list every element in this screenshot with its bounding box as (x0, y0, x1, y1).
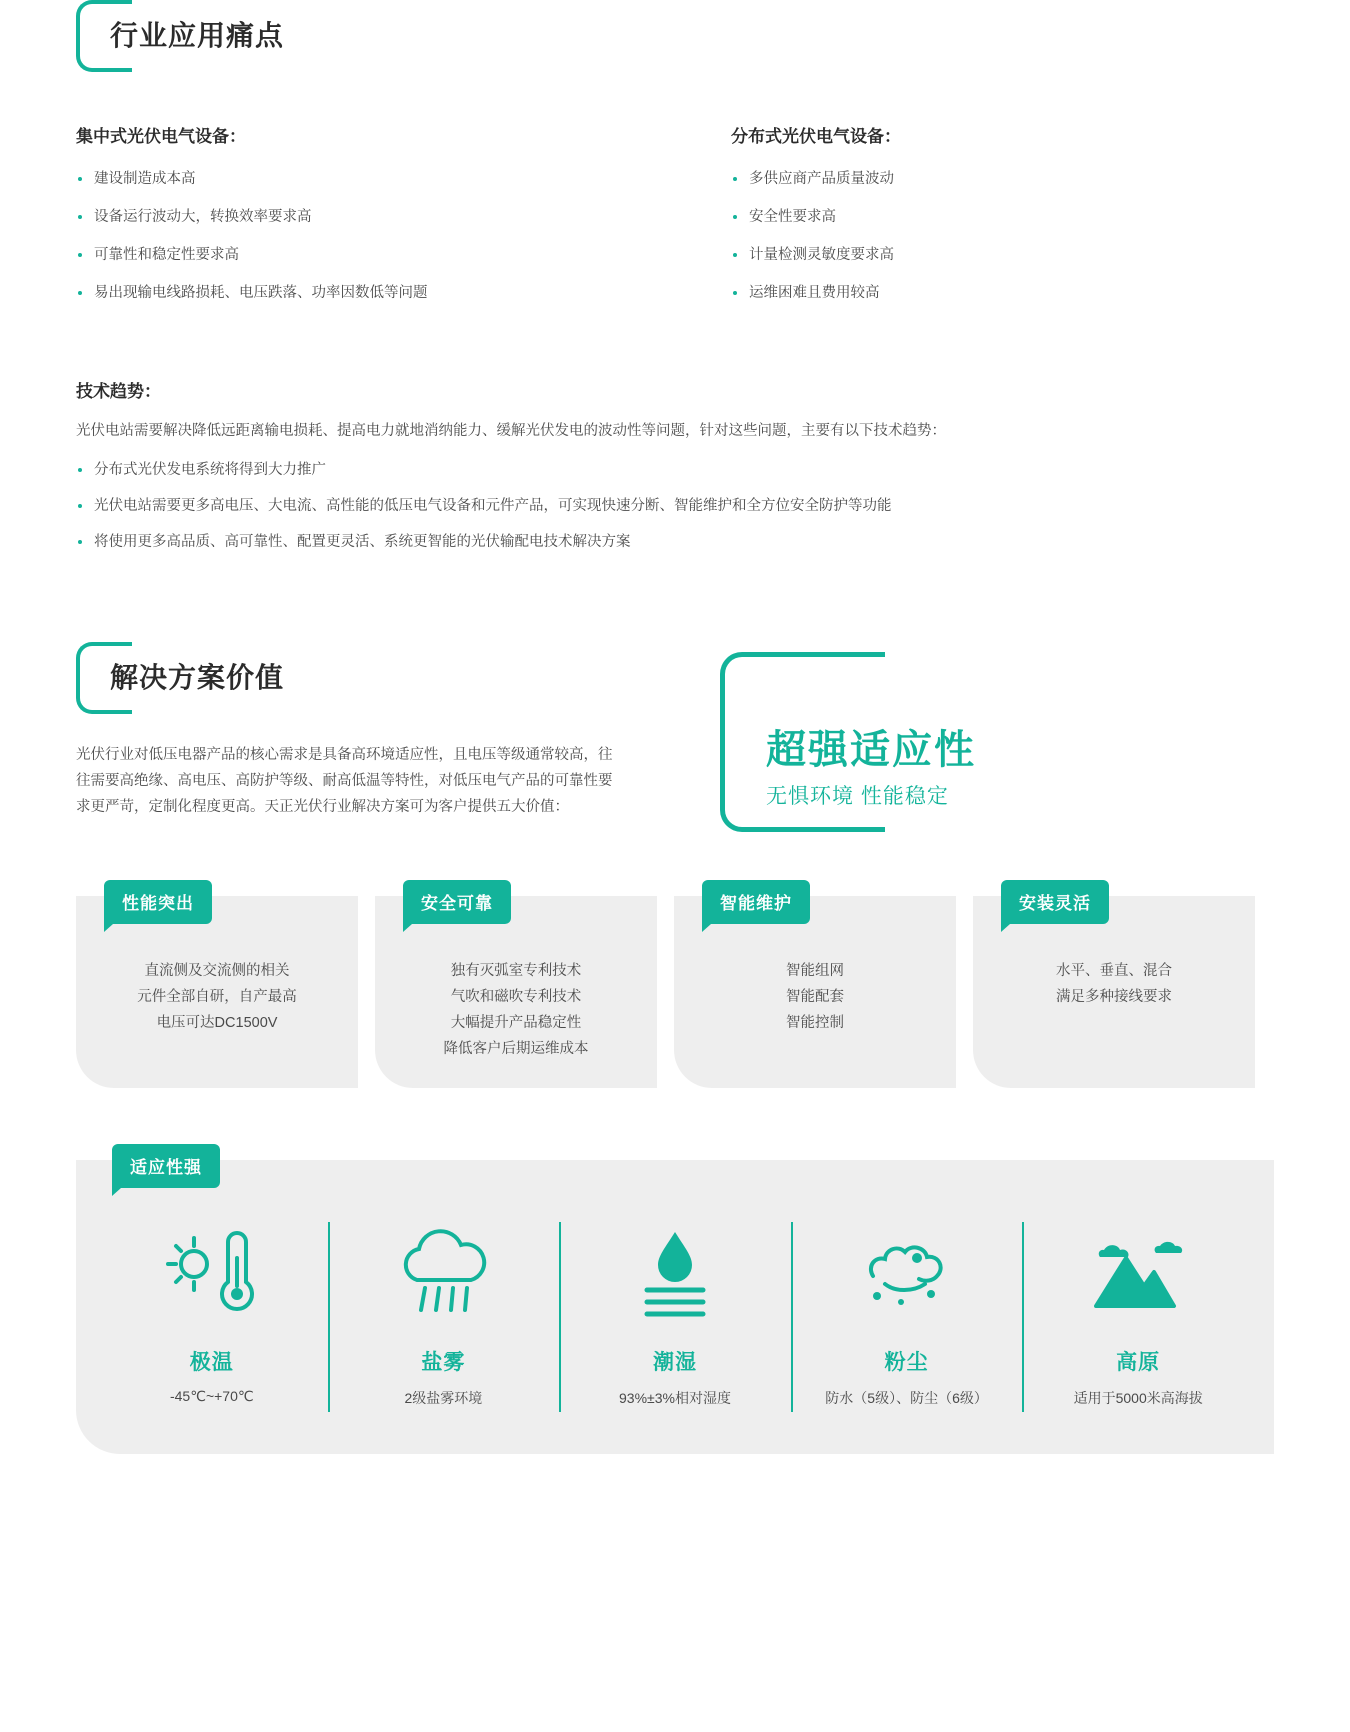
card-tag: 性能突出 (104, 880, 212, 924)
environment-desc: 防水（5级）、防尘（6级） (825, 1390, 988, 1406)
trend-list (76, 460, 1266, 552)
salt-fog-cloud-icon (338, 1220, 550, 1324)
list-item: 多供应商产品质量波动 (731, 169, 1266, 189)
thermometer-sun-icon (106, 1220, 318, 1324)
pain-column-centralized (76, 122, 671, 321)
trend-lead-text: 光伏电站需要解决降低远距离输电损耗、提高电力就地消纳能力、缓解光伏发电的波动性等问题，针对这些问题，主要有以下技术趋势： (76, 423, 946, 439)
super-adaptability-callout (720, 652, 1140, 840)
section-heading-pain (76, 0, 284, 70)
value-card-performance (76, 896, 358, 1088)
list-item: 易出现输电线路损耗、电压跌落、功率因数低等问题 (76, 283, 671, 303)
card-line: 水平、垂直、混合 (1056, 963, 1172, 979)
value-card-smart-maintenance (674, 896, 956, 1088)
pain-points-columns (76, 122, 1266, 321)
environment-item-extreme-temp (96, 1220, 328, 1408)
value-card-safety (375, 896, 657, 1088)
card-line: 元件全部自研，自产最高 (137, 989, 297, 1005)
list-item: 计量检测灵敏度要求高 (731, 245, 1266, 265)
dust-icon (801, 1220, 1013, 1324)
pain-list-centralized (76, 169, 671, 303)
card-line: 电压可达DC1500V (156, 1015, 278, 1031)
environment-item-humidity (559, 1220, 791, 1408)
adaptability-strip (76, 1160, 1274, 1454)
list-item: 设备运行波动大，转换效率要求高 (76, 207, 671, 227)
environment-name: 极温 (189, 1351, 234, 1374)
card-line: 满足多种接线要求 (1056, 989, 1172, 1005)
environment-desc: -45℃~+70℃ (169, 1388, 254, 1404)
page-title: 行业应用痛点 (110, 20, 285, 51)
value-section-header-row (0, 642, 1350, 840)
card-tag: 智能维护 (702, 880, 810, 924)
environment-desc: 93%±3%相对湿度 (619, 1390, 731, 1406)
environment-name: 盐雾 (421, 1351, 466, 1374)
environment-name: 潮湿 (652, 1351, 697, 1374)
value-card-flexible-install (973, 896, 1255, 1088)
card-line: 直流侧及交流侧的相关 (144, 963, 290, 979)
tech-trend-block (76, 377, 1266, 552)
column-title: 集中式光伏电气设备： (76, 127, 246, 146)
list-item: 运维困难且费用较高 (731, 283, 1266, 303)
strip-tag: 适应性强 (112, 1144, 220, 1188)
card-line: 大幅提升产品稳定性 (450, 1015, 582, 1031)
section-title: 解决方案价值 (110, 662, 285, 693)
pain-list-distributed (731, 169, 1266, 303)
environment-item-plateau (1022, 1220, 1254, 1408)
humidity-drop-icon (569, 1220, 781, 1324)
environment-item-salt-fog (328, 1220, 560, 1408)
list-item: 安全性要求高 (731, 207, 1266, 227)
column-title: 分布式光伏电气设备： (731, 127, 901, 146)
callout-subtitle: 无惧环境 性能稳定 (766, 785, 949, 808)
callout-title: 超强适应性 (766, 728, 976, 772)
environment-name: 粉尘 (884, 1351, 929, 1374)
card-tag: 安装灵活 (1001, 880, 1109, 924)
list-item: 建设制造成本高 (76, 169, 671, 189)
pain-column-distributed (671, 122, 1266, 321)
card-tag: 安全可靠 (403, 880, 511, 924)
list-item: 光伏电站需要更多高电压、大电流、高性能的低压电气设备和元件产品，可实现快速分断、智能维护和全方位安全防护等功能 (76, 496, 1266, 516)
section-heading-value (76, 642, 284, 712)
card-line: 智能配套 (786, 989, 844, 1005)
card-line: 气吹和磁吹专利技术 (450, 989, 582, 1005)
list-item: 分布式光伏发电系统将得到大力推广 (76, 460, 1266, 480)
mountain-icon (1032, 1220, 1244, 1324)
list-item: 可靠性和稳定性要求高 (76, 245, 671, 265)
list-item: 将使用更多高品质、高可靠性、配置更灵活、系统更智能的光伏输配电技术解决方案 (76, 532, 1266, 552)
card-line: 独有灭弧室专利技术 (450, 963, 582, 979)
environment-name: 高原 (1116, 1351, 1161, 1374)
environment-items-row (96, 1220, 1254, 1408)
card-line: 降低客户后期运维成本 (443, 1041, 589, 1057)
value-paragraph: 光伏行业对低压电器产品的核心需求是具备高环境适应性，且电压等级通常较高，往往需要高绝缘、高电压、高防护等级、耐高低温等特性，对低压电气产品的可靠性要求更严苛，定制化程度更高。天正光伏行业解决方案可为客户提供五大价值： (76, 747, 613, 815)
card-line: 智能控制 (786, 1015, 844, 1031)
environment-desc: 适用于5000米高海拔 (1073, 1390, 1203, 1406)
value-cards (76, 896, 1274, 1088)
environment-desc: 2级盐雾环境 (404, 1390, 483, 1406)
card-line: 智能组网 (786, 963, 844, 979)
environment-item-dust (791, 1220, 1023, 1408)
trend-title: 技术趋势： (76, 382, 161, 401)
value-left-column (0, 642, 700, 820)
